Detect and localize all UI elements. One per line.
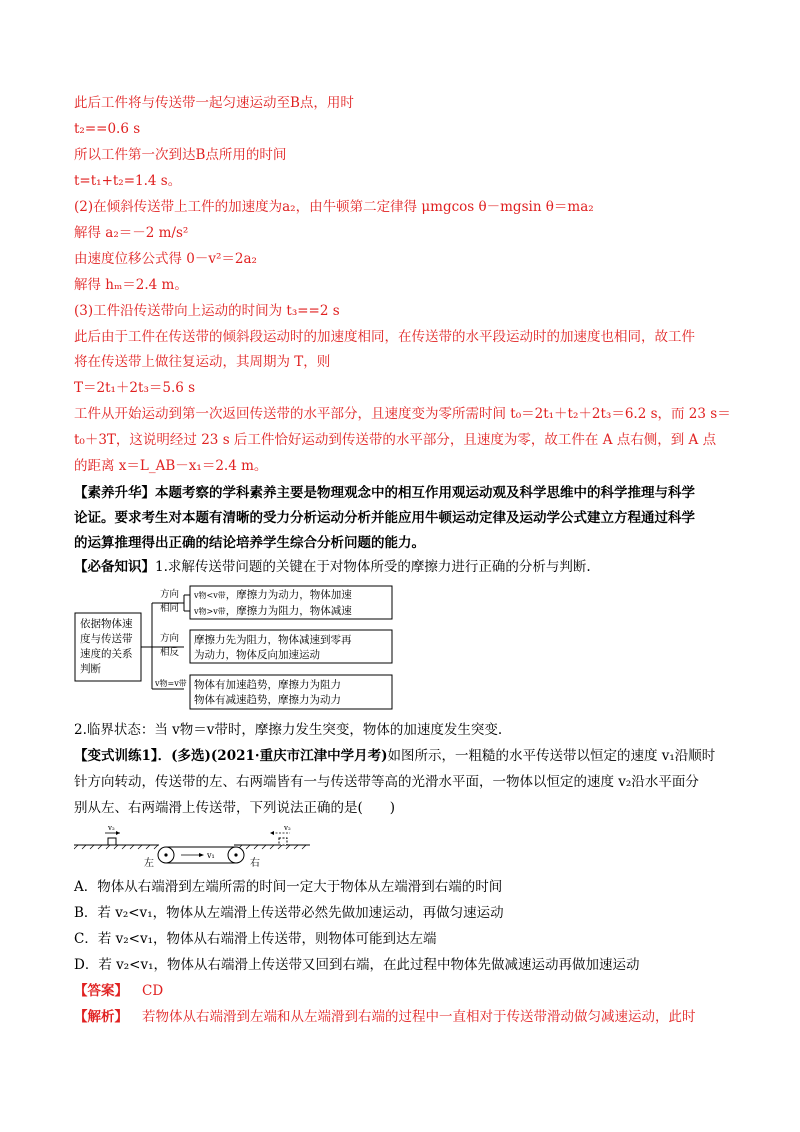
literacy-line: 【素养升华】本题考察的学科素养主要是物理观念中的相互作用观运动观及科学思维中的科学推理与科学 [74, 485, 695, 501]
option-b: B．若 v₂<v₁，物体从左端滑上传送带必然先做加速运动，再做匀速运动 [74, 905, 504, 921]
branch1-label: 相同 [160, 603, 180, 614]
exercise-line: 别从左、右两端滑上传送带，下列说法正确的是( ) [74, 800, 396, 816]
branch1-case: v物<v带，摩擦力为动力，物体加速 [194, 589, 352, 601]
solution-line: T＝2t₁＋2t₃＝5.6 s [74, 380, 196, 396]
analysis-text: 若物体从右端滑到左端和从左端滑到右端的过程中一直相对于传送带滑动做匀减速运动，此时 [142, 1009, 696, 1025]
branch3-text: 物体有加速趋势，摩擦力为阻力 [194, 679, 341, 691]
knowledge-line-2: 2.临界状态：当 v物＝v带时，摩擦力发生突变，物体的加速度发生突变. [74, 722, 503, 738]
root-line: 速度的关系 [80, 648, 133, 660]
analysis-line [74, 1007, 696, 1027]
solution-line: 的距离 x＝L_AB－x₁＝2.4 m。 [74, 458, 268, 474]
solution-line: 将在传送带上做往复运动，其周期为 T，则 [74, 354, 331, 370]
option-a: A．物体从右端滑到左端所需的时间一定大于物体从左端滑到右端的时间 [74, 879, 503, 895]
literacy-line: 的运算推理得出正确的结论培养学生综合分析问题的能力。 [74, 535, 425, 551]
friction-judgement-diagram [74, 585, 394, 715]
root-line: 依据物体速 [80, 618, 133, 630]
solution-line: 工件从开始运动到第一次返回传送带的水平部分，且速度变为零所需时间 t₀＝2t₁＋t₂＋2t₃＝6.2 s，而 23 s＝ [74, 406, 731, 422]
analysis-tag: 【解析】 [74, 1009, 128, 1025]
solution-line: t₂==0.6 s [74, 121, 141, 137]
exercise-text: 如图所示，一粗糙的水平传送带以恒定的速度 v₁沿顺时 [387, 748, 716, 764]
exercise-line: 针方向转动，传送带的左、右两端皆有一与传送带等高的光滑水平面，一物体以恒定的速度 v₂沿水平面分 [74, 774, 699, 790]
solution-line: (3)工件沿传送带向上运动的时间为 t₃==2 s [74, 303, 340, 319]
knowledge-text: 1.求解传送带问题的关键在于对物体所受的摩擦力进行正确的分析与判断. [155, 559, 591, 575]
solution-line: 所以工件第一次到达B点所用的时间 [74, 147, 287, 163]
branch2-text: 摩擦力先为阻力，物体减速到零再 [194, 634, 352, 646]
answer-line [74, 981, 163, 1001]
solution-line: (2)在倾斜传送带上工件的加速度为a₂，由牛顿第二定律得 μmgcos θ－mgsin θ＝ma₂ [74, 199, 594, 215]
option-d: D．若 v₂<v₁，物体从右端滑上传送带又回到右端，在此过程中物体先做减速运动再做加速运动 [74, 957, 640, 973]
root-line: 判断 [80, 663, 101, 675]
branch2-label: 方向 [160, 633, 180, 644]
v2-left-label: v₂ [108, 824, 115, 832]
branch1-case: v物>v带，摩擦力为阻力，物体减速 [194, 605, 352, 617]
solution-line: 解得 hₘ＝2.4 m。 [74, 277, 188, 293]
solution-line: t=t₁+t₂=1.4 s。 [74, 173, 182, 189]
answer-value: CD [142, 983, 164, 999]
literacy-line: 论证。要求考生对本题有清晰的受力分析运动分析并能应用牛顿运动定律及运动学公式建立方程通过科学 [74, 510, 695, 526]
branch2-text: 为动力，物体反向加速运动 [194, 649, 320, 661]
v1-label: v₁ [207, 851, 215, 860]
branch3-label: v物=v带 [155, 679, 187, 688]
branch1-label: 方向 [160, 589, 180, 600]
solution-line: 此后由于工件在传送带的倾斜段运动时的加速度相同，在传送带的水平段运动时的加速度也相同，故工件 [74, 329, 695, 345]
left-end-label: 左 [144, 858, 154, 868]
right-end-label: 右 [250, 858, 260, 868]
option-c: C．若 v₂<v₁，物体从右端滑上传送带，则物体可能到达左端 [74, 931, 437, 947]
knowledge-line-1 [74, 557, 591, 577]
solution-line: 此后工件将与传送带一起匀速运动至B点，用时 [74, 95, 354, 111]
exercise-line-1 [74, 746, 715, 766]
solution-line: 由速度位移公式得 0－v²＝2a₂ [74, 251, 257, 267]
solution-line: 解得 a₂＝－2 m/s² [74, 225, 189, 241]
solution-line: t₀＋3T，这说明经过 23 s 后工件恰好运动到传送带的水平部分，且速度为零，故工件在 A 点右侧，到 A 点 [74, 432, 717, 448]
answer-tag: 【答案】 [74, 983, 128, 999]
branch3-text: 物体有减速趋势，摩擦力为动力 [194, 694, 341, 706]
knowledge-tag: 【必备知识】 [74, 559, 155, 575]
left-block [108, 838, 116, 845]
exercise-title: 【变式训练1】．(多选)(2021·重庆市江津中学月考) [74, 748, 388, 764]
branch2-label: 相反 [160, 647, 180, 658]
right-block [279, 838, 287, 845]
conveyor-belt-figure [74, 822, 314, 868]
v2-right-label: v₂ [284, 824, 291, 832]
root-line: 度与传送带 [80, 633, 133, 645]
